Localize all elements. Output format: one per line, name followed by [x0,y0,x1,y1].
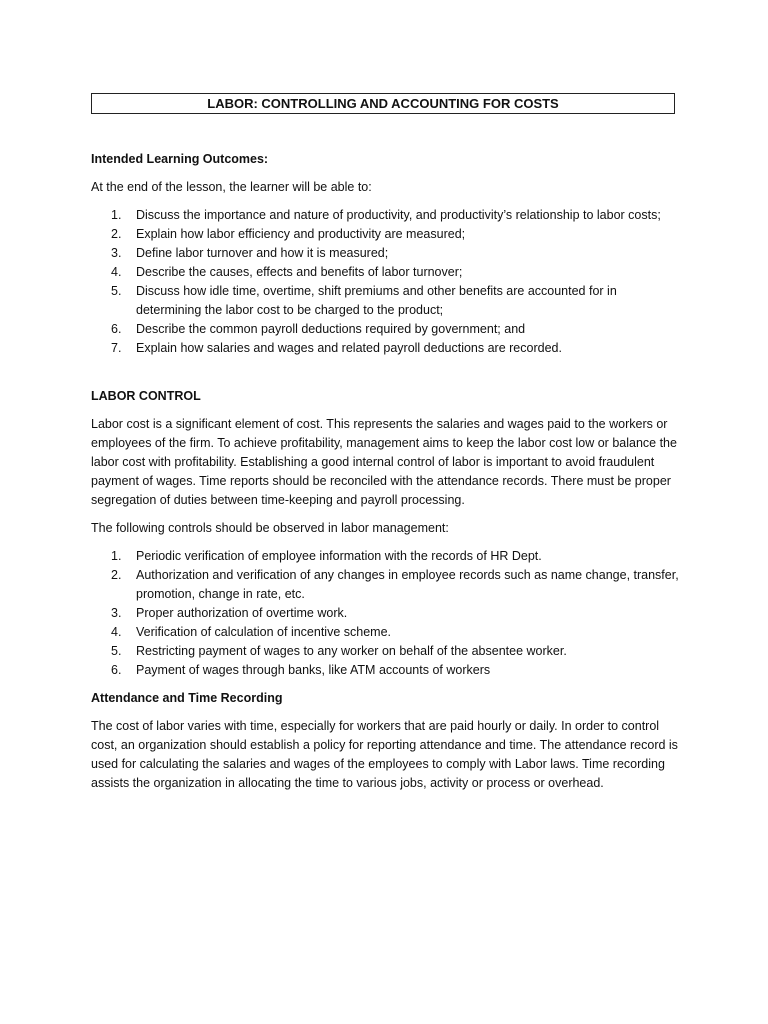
control-item [91,661,681,680]
outcomes-intro: At the end of the lesson, the learner will be able to: [91,180,372,194]
outcome-item [91,282,681,320]
control-item [91,547,681,566]
controls-list [91,547,681,680]
labor-control-paragraph: Labor cost is a significant element of cost. This represents the salaries and wages paid to the workers or employees of the firm. To achieve profitability, management aims to keep the labor cost low or balance the labor cost with profitability. Establishing a good internal control of labor is important to avoid fraudulent payment of wages. Time reports should be reconciled with the attendance records. There must be proper segregation of duties between time-keeping and payroll processing. [91,417,677,507]
list-number: 4. [111,265,122,279]
labor-control-heading: LABOR CONTROL [91,389,201,403]
outcome-item [91,320,681,339]
list-text: Restricting payment of wages to any worker on behalf of the absentee worker. [136,644,567,658]
list-number: 6. [111,663,122,677]
list-text: Describe the common payroll deductions required by government; and [136,322,526,336]
control-item [91,623,681,642]
document-title: LABOR: CONTROLLING AND ACCOUNTING FOR COSTS [91,93,675,114]
list-number: 1. [111,549,122,563]
list-number: 4. [111,625,122,639]
list-text: Verification of calculation of incentive scheme. [136,625,391,639]
list-text: Payment of wages through banks, like ATM accounts of workers [136,663,491,677]
list-text: Periodic verification of employee information with the records of HR Dept. [136,549,542,563]
list-number: 3. [111,606,122,620]
outcomes-heading: Intended Learning Outcomes: [91,152,269,166]
list-text: Explain how salaries and wages and related payroll deductions are recorded. [136,341,562,355]
list-text: Authorization and verification of any changes in employee records such as name change, transfer, promotion, change in rate, etc. [136,568,679,601]
control-item [91,604,681,623]
list-text: Discuss how idle time, overtime, shift premiums and other benefits are accounted for in determining the labor cost to be charged to the product; [136,284,617,317]
outcome-item [91,206,681,225]
outcome-item [91,225,681,244]
list-number: 2. [111,568,122,582]
document-body [91,150,681,802]
control-item [91,642,681,661]
list-number: 7. [111,341,122,355]
list-text: Explain how labor efficiency and productivity are measured; [136,227,466,241]
outcomes-list [91,206,681,358]
list-text: Define labor turnover and how it is measured; [136,246,389,260]
controls-intro: The following controls should be observed in labor management: [91,521,449,535]
control-item [91,566,681,604]
list-text: Describe the causes, effects and benefits of labor turnover; [136,265,463,279]
list-number: 5. [111,644,122,658]
outcome-item [91,244,681,263]
outcome-item [91,263,681,282]
list-text: Proper authorization of overtime work. [136,606,348,620]
list-number: 5. [111,284,122,298]
list-number: 6. [111,322,122,336]
attendance-heading: Attendance and Time Recording [91,691,283,705]
attendance-paragraph: The cost of labor varies with time, especially for workers that are paid hourly or daily. In order to control cost, an organization should establish a policy for reporting attendance and time. The attendance record is used for calculating the salaries and wages of the employees to comply with Labor laws. Time recording assists the organization in allocating the time to various jobs, activity or process or overhead. [91,719,678,790]
outcome-item [91,339,681,358]
list-number: 1. [111,208,122,222]
list-text: Discuss the importance and nature of productivity, and productivity’s relationship to labor costs; [136,208,661,222]
list-number: 3. [111,246,122,260]
section-spacer [91,367,681,387]
list-number: 2. [111,227,122,241]
